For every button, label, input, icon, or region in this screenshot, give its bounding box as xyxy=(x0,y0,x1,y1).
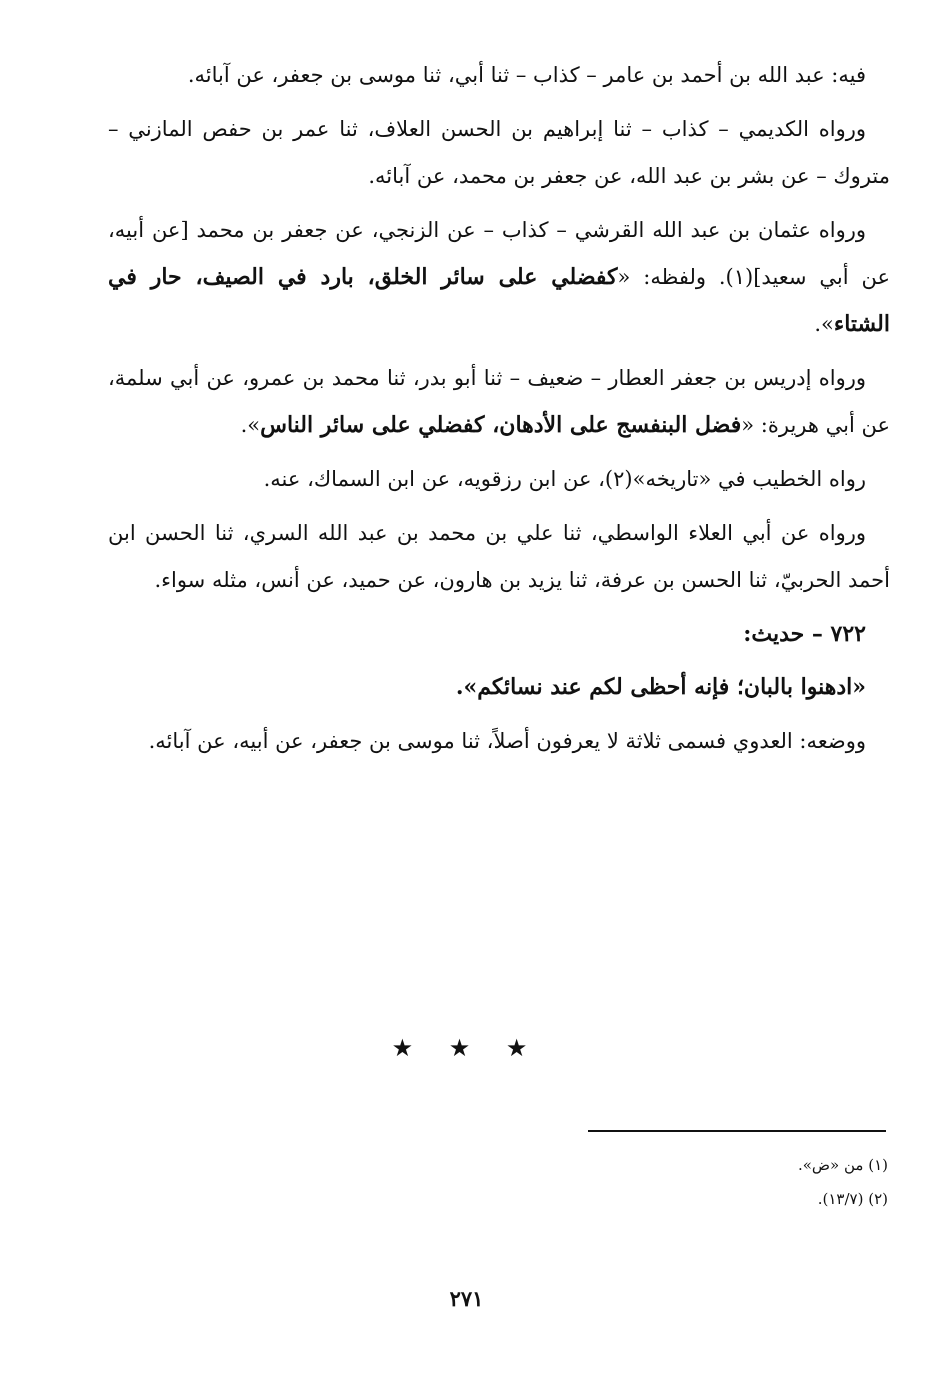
paragraph-5-text: رواه الخطيب في «تاريخه»(٢)، عن ابن رزقويه، عن ابن السماك، عنه. xyxy=(263,467,866,491)
hadith-commentary: ووضعه: العدوي فسمى ثلاثة لا يعرفون أصلاً، ثنا موسى بن جعفر، عن أبيه، عن آبائه. xyxy=(148,729,866,753)
paragraph-4-tail: ». xyxy=(240,413,261,437)
paragraph-4-quoted-matn: فضل البنفسج على الأدهان، كفضلي على سائر الناس xyxy=(260,412,742,438)
paragraph-3-quoted-matn: كفضلي على سائر الخلق، بارد في الصيف، حار في الشتاء xyxy=(108,264,890,337)
paragraph-5 xyxy=(108,456,890,503)
paragraph-4 xyxy=(108,355,890,449)
hadith-heading: ٧٢٢ – حديث: xyxy=(743,621,866,647)
hadith-quote: «ادهنوا بالبان؛ فإنه أحظى لكم عند نسائكم». xyxy=(455,674,866,700)
footnote-2: (٢) (١٣/٧). xyxy=(817,1190,888,1208)
paragraph-1 xyxy=(108,52,890,99)
paragraph-1-text: فيه: عبد الله بن أحمد بن عامر – كذاب – ثنا أبي، ثنا موسى بن جعفر، عن آبائه. xyxy=(187,63,866,87)
main-text xyxy=(108,52,890,772)
paragraph-3 xyxy=(108,207,890,348)
paragraph-6-text: ورواه عن أبي العلاء الواسطي، ثنا علي بن محمد بن عبد الله السري، ثنا الحسن ابن أحمد الحربيّ، ثنا الحسن بن عرفة، ثنا يزيد بن هارون، عن حميد، عن أنس، مثله سواء. xyxy=(108,521,890,592)
section-separator-stars: ★ ★ ★ xyxy=(391,1034,542,1062)
paragraph-2 xyxy=(108,106,890,200)
footnote-1: (١) من «ض». xyxy=(797,1156,888,1174)
paragraph-2-text: ورواه الكديمي – كذاب – ثنا إبراهيم بن الحسن العلاف، ثنا عمر بن حفص المازني – متروك – عن بشر بن عبد الله، عن جعفر بن محمد، عن آبائه. xyxy=(108,117,890,188)
paragraph-4-text: ورواه إدريس بن جعفر العطار – ضعيف – ثنا أبو بدر، ثنا محمد بن عمرو، عن أبي سلمة، عن أبي هريرة: « xyxy=(108,366,890,437)
footnotes xyxy=(500,1148,888,1216)
page-number: ٢٧١ xyxy=(449,1286,484,1311)
paragraph-6 xyxy=(108,510,890,604)
paragraph-3-text: ورواه عثمان بن عبد الله القرشي – كذاب – عن الزنجي، عن جعفر بن محمد [عن أبيه، عن أبي سعيد](١). ولفظه: « xyxy=(108,218,890,289)
footnote-divider xyxy=(588,1130,886,1132)
paragraph-3-tail: ». xyxy=(814,312,834,336)
